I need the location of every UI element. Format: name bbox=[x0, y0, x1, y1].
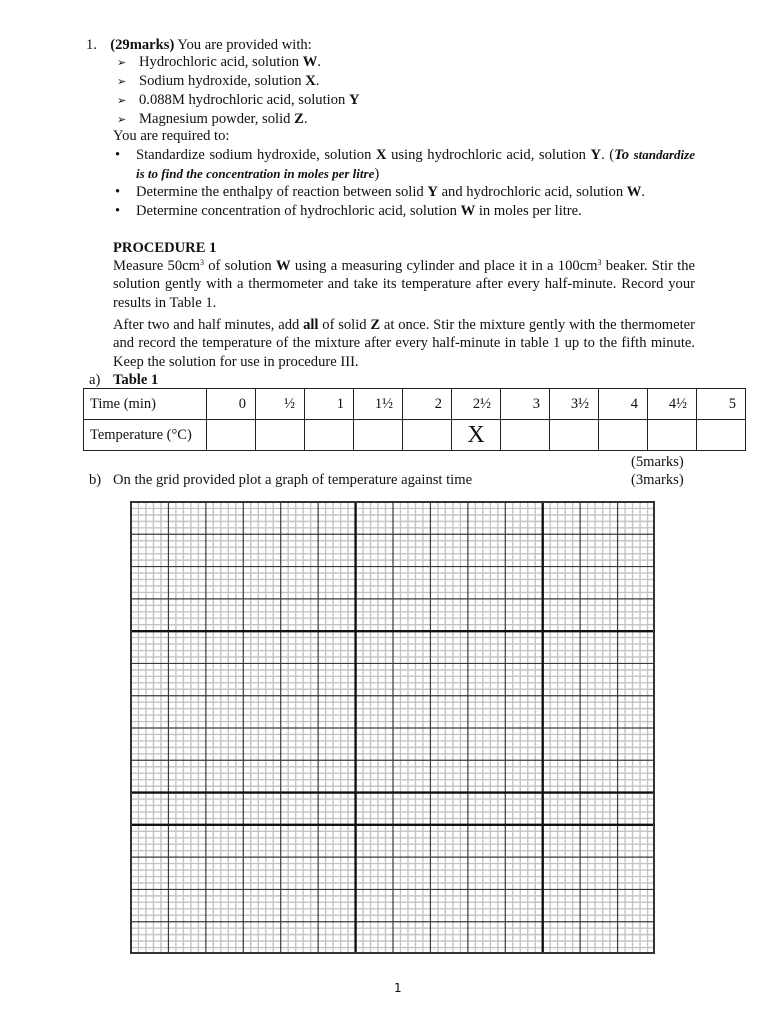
time-cell: ½ bbox=[256, 389, 305, 420]
time-cell: 3½ bbox=[550, 389, 599, 420]
task-text: Determine concentration of hydrochloric acid, solution bbox=[136, 203, 461, 219]
part-a-marks: (5marks) bbox=[631, 454, 684, 470]
part-a-label: a) bbox=[89, 372, 101, 388]
time-cell: 2 bbox=[403, 389, 452, 420]
task-text: using hydrochloric acid, solution bbox=[386, 147, 591, 163]
procedure-label: W bbox=[275, 258, 291, 274]
temperature-cell[interactable] bbox=[501, 420, 550, 451]
procedure-title: PROCEDURE 1 bbox=[113, 240, 217, 256]
material-end: . bbox=[315, 73, 320, 89]
procedure-text: at once. Stir the mixture gently with the thermometer and record the temperature of the mixture after every half-minute in table 1 up to the fifth minute. Keep the solution for use in procedure III. bbox=[113, 317, 696, 370]
question-number: 1. bbox=[86, 37, 97, 53]
task-item bbox=[115, 146, 695, 183]
bullet-icon: • bbox=[115, 203, 121, 219]
task-text: ) bbox=[374, 165, 380, 182]
procedure-text: Measure 50cm bbox=[113, 258, 200, 274]
temperature-cell[interactable] bbox=[403, 420, 452, 451]
required-intro: You are required to: bbox=[113, 128, 230, 144]
task-text: . bbox=[641, 184, 646, 200]
graph-paper-grid[interactable] bbox=[130, 501, 656, 955]
procedure-label: Z bbox=[370, 317, 381, 333]
task-text: in moles per litre. bbox=[475, 203, 582, 219]
page-number: 1 bbox=[394, 981, 402, 995]
procedure-text: of solid bbox=[318, 317, 371, 333]
temperature-cell[interactable] bbox=[354, 420, 403, 451]
tasks-list bbox=[115, 146, 695, 221]
task-text: Standardize sodium hydroxide, solution bbox=[136, 147, 376, 163]
material-label: W bbox=[302, 54, 318, 70]
time-cell: 2½ bbox=[452, 389, 501, 420]
bullet-icon: • bbox=[115, 147, 121, 163]
material-text: Magnesium powder, solid bbox=[139, 111, 295, 127]
task-label: Y bbox=[427, 184, 438, 200]
material-text: 0.088M hydrochloric acid, solution bbox=[139, 92, 349, 108]
superscript: 3 bbox=[597, 258, 602, 267]
task-label: W bbox=[626, 184, 642, 200]
task-text: and hydrochloric acid, solution bbox=[437, 184, 627, 200]
procedure-text: beaker. Stir the solution gently with a thermometer and take its temperature after every half-minute. Record your results in Table 1. bbox=[113, 258, 695, 311]
task-text: . ( bbox=[601, 147, 615, 163]
material-label: Y bbox=[348, 92, 360, 108]
results-table bbox=[83, 388, 746, 451]
task-item bbox=[115, 183, 695, 202]
superscript: 3 bbox=[199, 258, 204, 267]
material-item bbox=[117, 72, 360, 91]
task-note: To bbox=[614, 147, 630, 163]
task-label: W bbox=[460, 203, 476, 219]
temperature-cell-crossed: X bbox=[452, 420, 501, 451]
part-b-label: b) bbox=[89, 472, 102, 488]
material-item bbox=[117, 91, 360, 110]
row-header-temperature: Temperature (°C) bbox=[84, 420, 207, 451]
procedure-text: After two and half minutes, add bbox=[113, 317, 304, 333]
temperature-cell[interactable] bbox=[305, 420, 354, 451]
procedure-paragraph-2 bbox=[113, 316, 695, 371]
temperature-cell[interactable] bbox=[550, 420, 599, 451]
task-label: Y bbox=[590, 147, 602, 163]
table-title: Table 1 bbox=[113, 372, 159, 388]
arrow-bullet-icon: ➢ bbox=[117, 95, 127, 107]
material-text: Sodium hydroxide, solution bbox=[139, 73, 306, 89]
task-note: standardize is to find the concentration in moles per litre bbox=[136, 147, 695, 181]
row-header-time: Time (min) bbox=[84, 389, 207, 420]
temperature-cell[interactable] bbox=[697, 420, 746, 451]
arrow-bullet-icon: ➢ bbox=[117, 114, 127, 126]
materials-list bbox=[117, 53, 360, 129]
task-text: Determine the enthalpy of reaction between solid bbox=[136, 184, 428, 200]
temperature-cell[interactable] bbox=[599, 420, 648, 451]
material-end: . bbox=[303, 111, 308, 127]
temperature-cell[interactable] bbox=[207, 420, 256, 451]
temperature-cell[interactable] bbox=[256, 420, 305, 451]
question-intro: You are provided with: bbox=[177, 37, 312, 53]
material-item bbox=[117, 53, 360, 72]
question-header bbox=[86, 36, 312, 54]
temperature-cell[interactable] bbox=[648, 420, 697, 451]
bullet-icon: • bbox=[115, 184, 121, 200]
arrow-bullet-icon: ➢ bbox=[117, 57, 127, 69]
time-cell: 4 bbox=[599, 389, 648, 420]
material-label: X bbox=[305, 73, 316, 89]
material-text: Hydrochloric acid, solution bbox=[139, 54, 303, 70]
part-b-marks: (3marks) bbox=[631, 472, 684, 488]
part-b-instruction: On the grid provided plot a graph of temperature against time bbox=[113, 472, 473, 488]
material-end: . bbox=[317, 54, 321, 70]
time-cell: 3 bbox=[501, 389, 550, 420]
time-cell: 4½ bbox=[648, 389, 697, 420]
task-item bbox=[115, 202, 695, 221]
material-label: Z bbox=[294, 111, 304, 127]
time-cell: 5 bbox=[697, 389, 746, 420]
time-cell: 0 bbox=[207, 389, 256, 420]
question-marks: (29marks) bbox=[110, 37, 175, 53]
table-row-temperature bbox=[84, 420, 746, 451]
procedure-emphasis: all bbox=[303, 317, 319, 333]
time-cell: 1 bbox=[305, 389, 354, 420]
procedure-text: of solution bbox=[203, 258, 276, 274]
procedure-text: using a measuring cylinder and place it in a 100cm bbox=[290, 258, 598, 274]
task-label: X bbox=[375, 147, 387, 163]
arrow-bullet-icon: ➢ bbox=[117, 76, 127, 88]
time-cell: 1½ bbox=[354, 389, 403, 420]
procedure-paragraph-1 bbox=[113, 257, 695, 312]
table-row-time bbox=[84, 389, 746, 420]
